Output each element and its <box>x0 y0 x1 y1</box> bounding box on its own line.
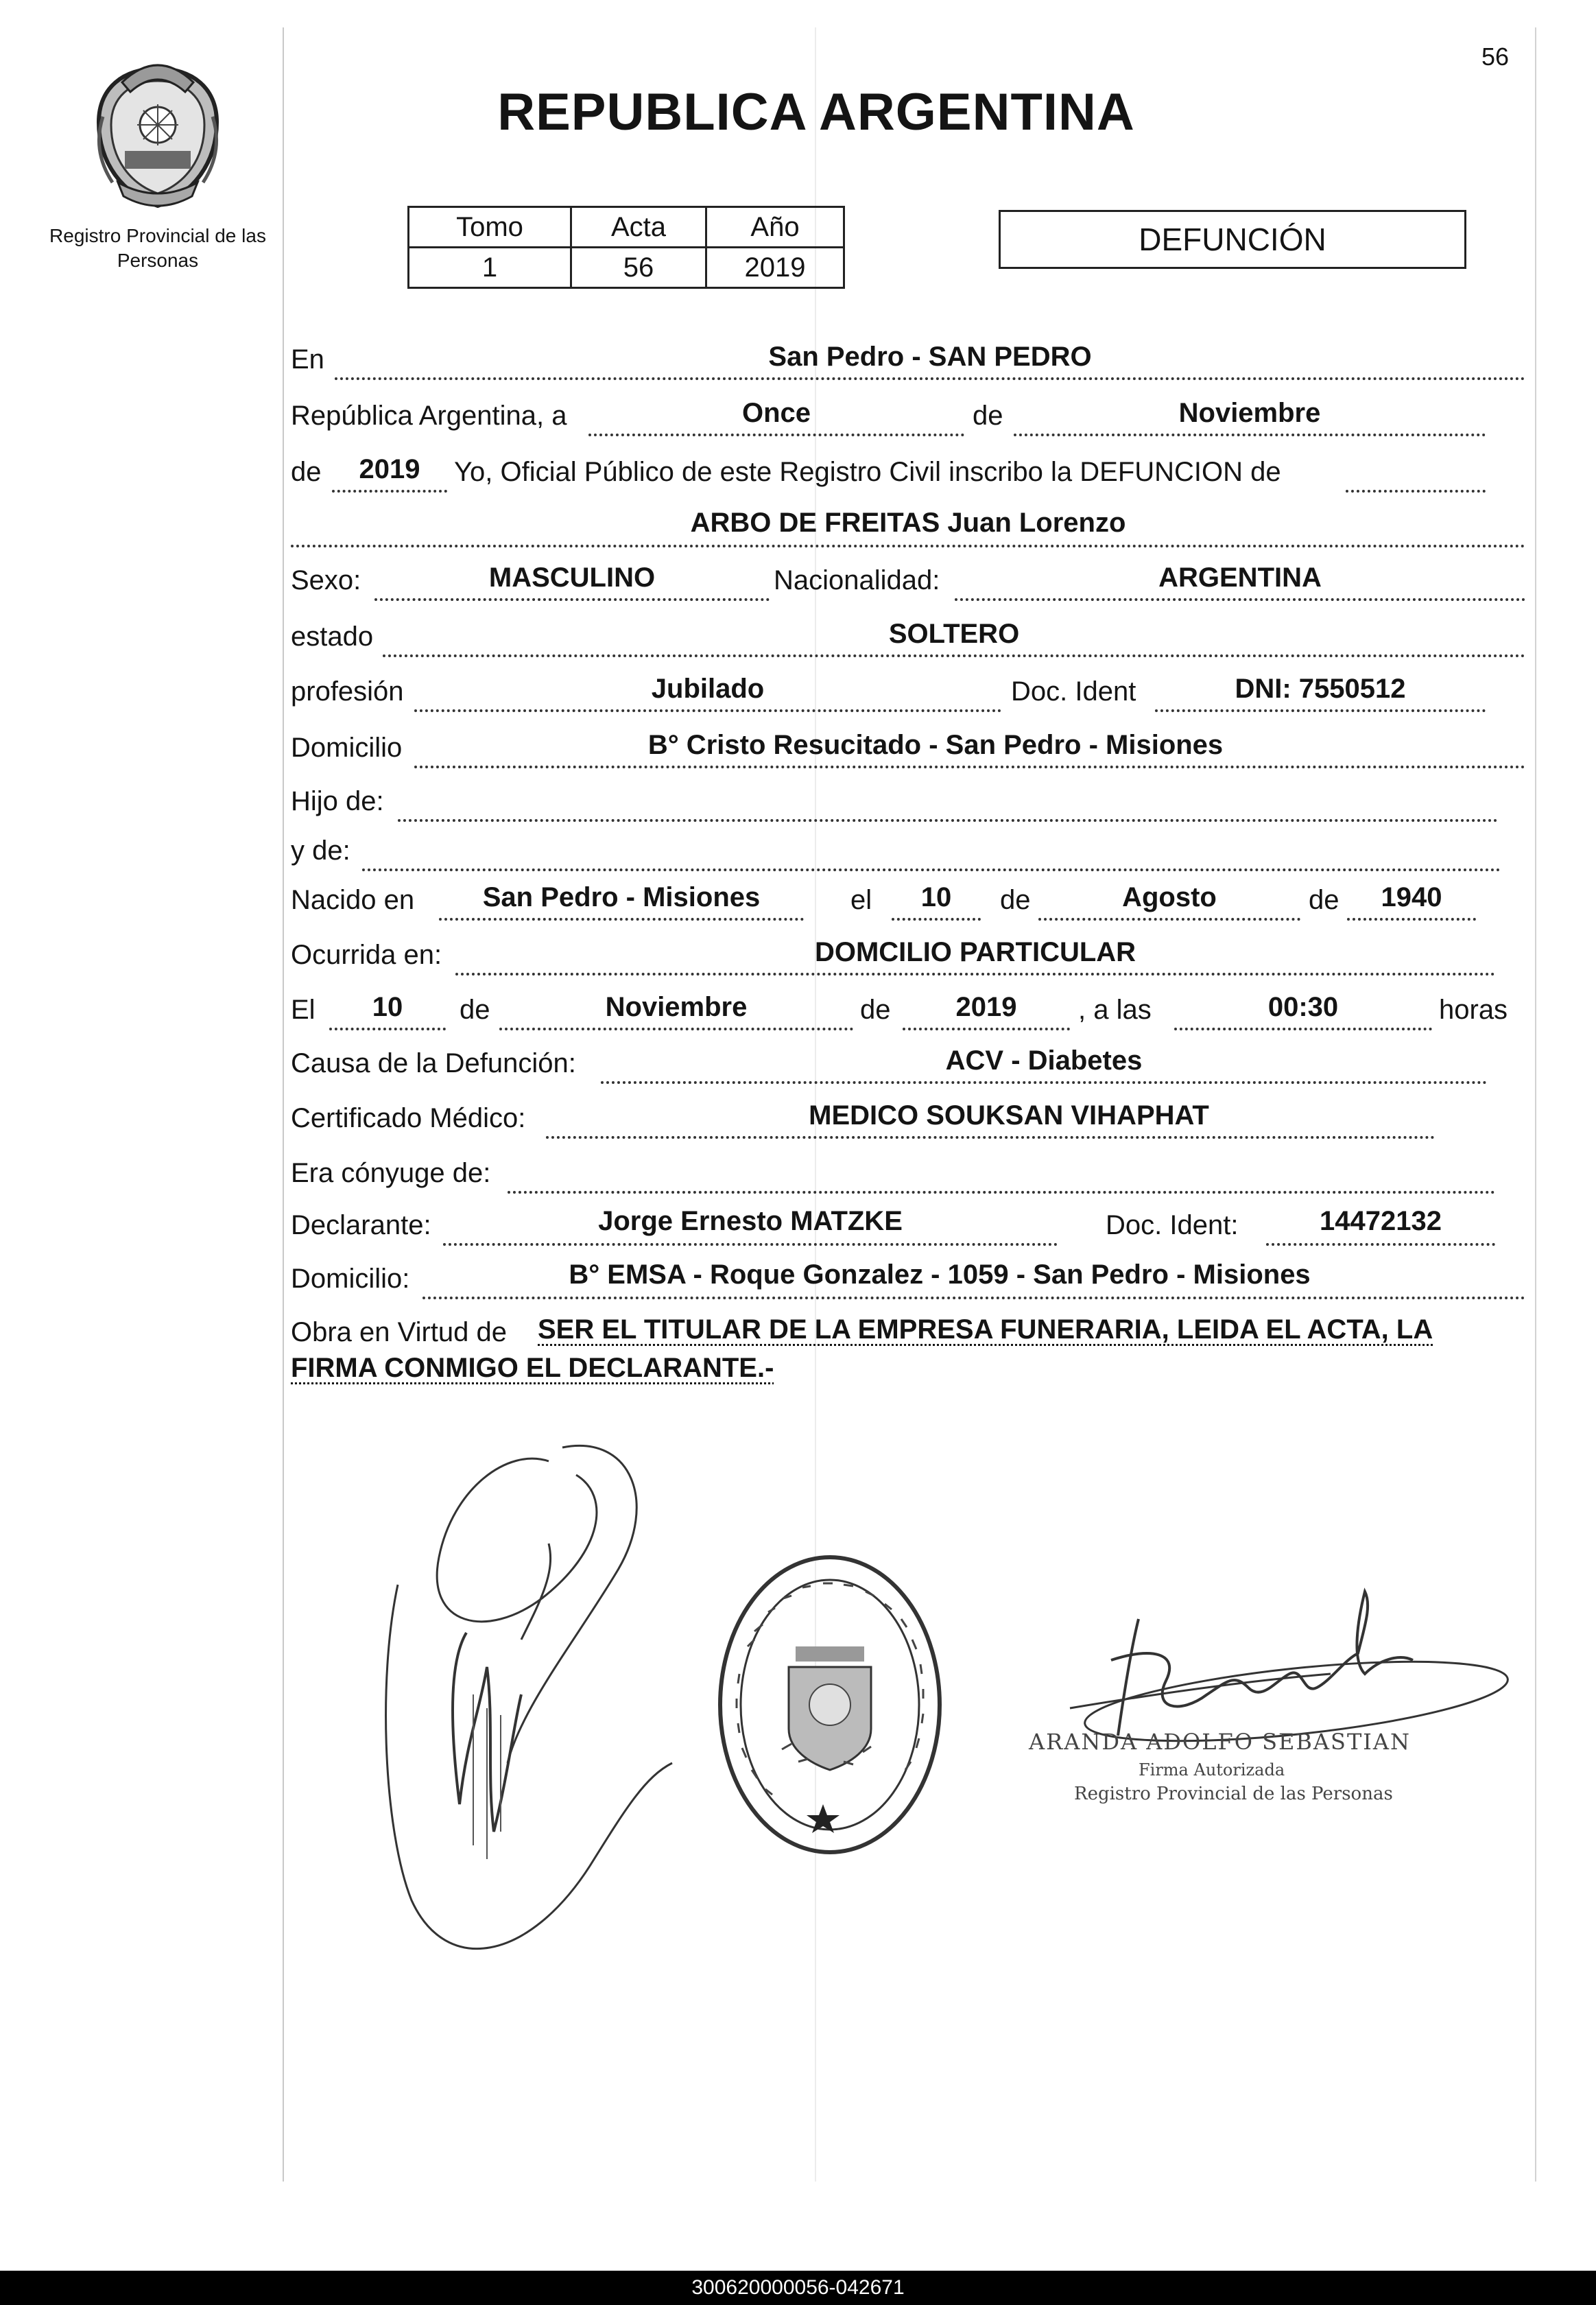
label-conyuge: Era cónyuge de: <box>291 1158 491 1188</box>
label-de: de <box>860 995 891 1025</box>
dotted-line <box>332 490 447 493</box>
birth-place-value: San Pedro - Misiones <box>482 882 761 912</box>
document-type-box: DEFUNCIÓN <box>999 210 1466 269</box>
year-value: 2019 <box>359 454 420 484</box>
label-republica: República Argentina, a <box>291 401 567 431</box>
dotted-line <box>443 1243 1058 1246</box>
officer-signature <box>1043 1578 1509 1742</box>
dotted-line <box>1155 709 1486 712</box>
page-number: 56 <box>1481 43 1510 71</box>
month-value: Noviembre <box>1178 398 1321 428</box>
civil-status-value: SOLTERO <box>888 619 1020 649</box>
label-declarante: Declarante: <box>291 1210 431 1240</box>
label-hijo-de: Hijo de: <box>291 786 384 816</box>
dotted-line <box>1347 918 1476 921</box>
label-certificado: Certificado Médico: <box>291 1103 526 1133</box>
acta-table-value-row <box>409 248 844 288</box>
place-value: San Pedro - SAN PEDRO <box>768 342 1092 372</box>
label-sexo: Sexo: <box>291 565 361 595</box>
deceased-name-value: ARBO DE FREITAS Juan Lorenzo <box>690 508 1126 538</box>
label-de: de <box>1309 885 1339 915</box>
dotted-line <box>374 598 770 601</box>
label-yo-oficial: Yo, Oficial Público de este Registro Civil inscribo la DEFUNCION de <box>454 457 1281 487</box>
label-el: el <box>850 885 872 915</box>
label-el: El <box>291 995 315 1025</box>
label-nacido-en: Nacido en <box>291 885 415 915</box>
acta-reference-table <box>407 206 845 289</box>
dotted-line <box>455 973 1495 976</box>
dotted-line <box>291 545 1525 547</box>
tomo-value: 1 <box>409 248 571 288</box>
acta-table-header-row <box>409 207 844 248</box>
dotted-line <box>335 377 1525 380</box>
dotted-line <box>601 1081 1487 1084</box>
label-ocurrida-en: Ocurrida en: <box>291 940 442 970</box>
acta-value: 56 <box>571 248 706 288</box>
tomo-header: Tomo <box>409 207 571 248</box>
dotted-line <box>1038 918 1300 921</box>
dotted-line <box>422 1297 1525 1299</box>
label-de: de <box>460 995 490 1025</box>
dotted-line <box>499 1028 853 1030</box>
dotted-line <box>439 918 804 921</box>
dotted-line <box>1174 1028 1432 1030</box>
dotted-line <box>362 868 1501 871</box>
dotted-line <box>414 766 1525 768</box>
birth-year-value: 1940 <box>1381 882 1442 912</box>
signatory-name: ARANDA ADOLFO SEBASTIAN <box>1029 1729 1412 1755</box>
cause-value: ACV - Diabetes <box>945 1045 1143 1076</box>
dotted-line <box>383 654 1525 657</box>
dotted-line <box>892 918 981 921</box>
declarant-signature <box>370 1420 700 1983</box>
label-nacionalidad: Nacionalidad: <box>774 565 940 595</box>
sex-value: MASCULINO <box>488 563 656 593</box>
label-a-las: , a las <box>1078 995 1152 1025</box>
dotted-line <box>508 1191 1495 1194</box>
obra-line-2: FIRMA CONMIGO EL DECLARANTE.- <box>291 1353 774 1383</box>
dotted-line <box>955 598 1525 601</box>
ano-value: 2019 <box>706 248 844 288</box>
label-domicilio: Domicilio <box>291 733 403 763</box>
ano-header: Año <box>706 207 844 248</box>
declarant-address-value: B° EMSA - Roque Gonzalez - 1059 - San Pedro - Misiones <box>569 1260 1311 1290</box>
signatory-block <box>1029 1729 1454 1804</box>
death-day-value: 10 <box>372 992 403 1022</box>
label-doc-ident: Doc. Ident <box>1011 676 1136 707</box>
dotted-line <box>414 709 1001 712</box>
registry-name: Registro Provincial de las Personas <box>49 225 266 271</box>
day-words-value: Once <box>741 398 811 428</box>
label-de: de <box>973 401 1003 431</box>
dotted-line <box>903 1028 1070 1030</box>
document-title: REPUBLICA ARGENTINA <box>497 83 1135 141</box>
dotted-line <box>1346 490 1486 493</box>
signatory-role: Firma Autorizada <box>1139 1760 1285 1780</box>
dotted-line <box>546 1136 1435 1139</box>
dotted-line <box>588 434 964 436</box>
doctor-value: MEDICO SOUKSAN VIHAPHAT <box>809 1100 1209 1131</box>
label-de: de <box>291 457 322 487</box>
death-time-value: 00:30 <box>1267 992 1339 1022</box>
death-month-value: Noviembre <box>605 992 748 1022</box>
label-causa: Causa de la Defunción: <box>291 1048 576 1078</box>
birth-month-value: Agosto <box>1122 882 1217 912</box>
label-estado: estado <box>291 622 374 652</box>
label-domicilio-declarant: Domicilio: <box>291 1264 410 1294</box>
address-value: B° Cristo Resucitado - San Pedro - Misiones <box>647 730 1224 760</box>
signatory-office: Registro Provincial de las Personas <box>1074 1784 1393 1804</box>
label-doc-ident-declarant: Doc. Ident: <box>1106 1210 1239 1240</box>
death-year-value: 2019 <box>955 992 1017 1022</box>
dotted-line <box>398 819 1498 822</box>
label-en: En <box>291 344 324 375</box>
declarant-value: Jorge Ernesto MATZKE <box>598 1206 903 1236</box>
right-margin-rule <box>1535 27 1536 2182</box>
dotted-line <box>329 1028 446 1030</box>
document-barcode-code: 300620000056-042671 <box>691 2276 905 2299</box>
death-place-value: DOMCILIO PARTICULAR <box>814 937 1136 967</box>
nationality-value: ARGENTINA <box>1158 563 1322 593</box>
acta-header: Acta <box>571 207 706 248</box>
registry-seal-stamp <box>706 1544 953 1866</box>
doc-ident-value: DNI: 7550512 <box>1235 674 1406 704</box>
misiones-coat-of-arms-logo <box>82 48 233 213</box>
dotted-line <box>1014 434 1486 436</box>
label-profesion: profesión <box>291 676 404 707</box>
obra-line-1: SER EL TITULAR DE LA EMPRESA FUNERARIA, LEIDA EL ACTA, LA <box>538 1314 1433 1345</box>
label-horas: horas <box>1439 995 1508 1025</box>
declarant-doc-value: 14472132 <box>1320 1206 1442 1236</box>
birth-day-value: 10 <box>920 882 952 912</box>
dotted-line <box>1266 1243 1495 1246</box>
left-margin-rule <box>283 27 284 2182</box>
label-de: de <box>1000 885 1031 915</box>
profession-value: Jubilado <box>651 674 765 704</box>
label-obra: Obra en Virtud de <box>291 1317 508 1347</box>
label-y-de: y de: <box>291 836 350 866</box>
